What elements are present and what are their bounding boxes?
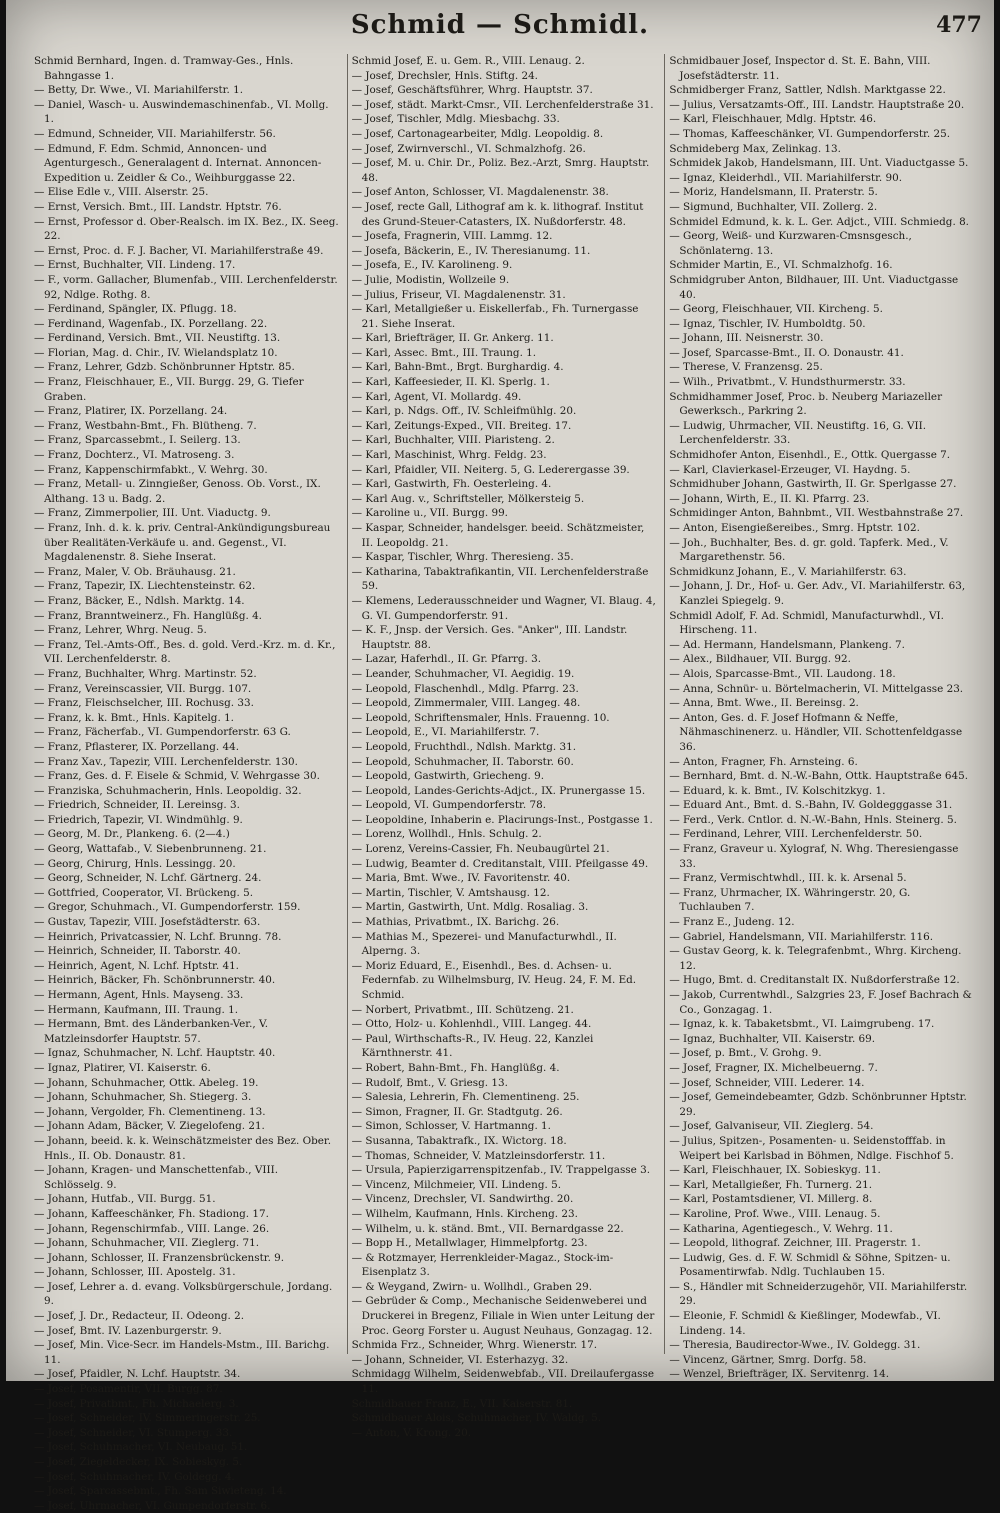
directory-entry: — Karl, Zeitungs-Exped., VII. Breiteg. 17. <box>351 419 572 432</box>
directory-entry: — Leopold, Landes-Gerichts-Adjct., IX. Prunergasse 15. <box>351 784 646 797</box>
directory-entry: Schmidkunz Johann, E., V. Mariahilferstr. 63. <box>669 565 907 578</box>
directory-entry: — Johann, Schuhmacher, VII. Zieglerg. 71. <box>34 1237 260 1250</box>
directory-entry: — Franz, Ges. d. F. Eisele & Schmid, V. Wehrgasse 30. <box>34 770 320 783</box>
directory-entry: — Johann, Schlosser, III. Apostelg. 31. <box>34 1266 236 1279</box>
directory-entry: — Franz, Pflasterer, IX. Porzellang. 44. <box>34 740 239 753</box>
directory-entry: — Robert, Bahn-Bmt., Fh. Hanglüßg. 4. <box>351 1061 560 1074</box>
directory-entry: — Ignaz, Kleiderhdl., VII. Mariahilferstr. 90. <box>669 171 903 184</box>
directory-entry: — Leopold, Flaschenhdl., Mdlg. Pfarrg. 23. <box>351 682 579 695</box>
directory-entry: — Josef, Schuhmacher, IV. Goldegg. 4. <box>34 1470 235 1483</box>
directory-entry: Schmidhammer Josef, Proc. b. Neuberg Mariazeller Gewerksch., Parkring 2. <box>669 390 943 418</box>
directory-entry: — Johann, Schuhmacher, Ottk. Abeleg. 19. <box>34 1076 259 1089</box>
directory-entry: Schmidgruber Anton, Bildhauer, III. Unt. Viaductgasse 40. <box>669 273 959 301</box>
directory-entry: — Karl, Gastwirth, Fh. Oesterleing. 4. <box>351 478 552 491</box>
directory-entry: — Mathias, Privatbmt., IX. Barichg. 26. <box>351 916 560 929</box>
directory-entry: — Sigmund, Buchhalter, VII. Zollerg. 2. <box>669 200 878 213</box>
directory-entry: — Rudolf, Bmt., V. Griesg. 13. <box>351 1076 508 1089</box>
directory-entry: — Karl, Buchhalter, VIII. Piaristeng. 2. <box>351 434 555 447</box>
directory-entry: — Anton, Fragner, Fh. Arnsteing. 6. <box>669 755 858 768</box>
directory-entry: — Gustav Georg, k. k. Telegrafenbmt., Whrg. Kircheng. 12. <box>669 945 962 972</box>
directory-entry: Schmidbauer Josef, Inspector d. St. E. Bahn, VIII. Josefstädterstr. 11. <box>669 55 931 82</box>
directory-entry: — Josef, Sparcassebmt., Fh. Sam Siwieteng. 14. <box>34 1485 287 1498</box>
directory-entry: — Julie, Modistin, Wollzeile 9. <box>351 273 510 286</box>
directory-entry: — Josef, Tischler, Mdlg. Miesbachg. 33. <box>351 113 560 126</box>
directory-entry: — Maria, Bmt. Wwe., IV. Favoritenstr. 40. <box>351 872 571 885</box>
directory-entry: Schmidbauer Alois, Schuhmacher, IV. Waldg. 5. <box>351 1412 602 1425</box>
directory-page <box>6 0 994 1512</box>
directory-entry: — Wilhelm, u. k. ständ. Bmt., VII. Bernardgasse 22. <box>351 1222 624 1235</box>
directory-entry: — Bopp H., Metallwlager, Himmelpfortg. 23. <box>351 1237 588 1250</box>
directory-entry: — Leopoldine, Inhaberin e. Placirungs-Inst., Postgasse 1. <box>351 813 653 826</box>
directory-entry: — Eduard Ant., Bmt. d. S.-Bahn, IV. Goldegggasse 31. <box>669 799 953 812</box>
directory-entry: — Norbert, Privatbmt., III. Schützeng. 21. <box>351 1003 574 1016</box>
directory-entry: — Ignaz, Schuhmacher, N. Lchf. Hauptstr. 40. <box>34 1047 276 1060</box>
directory-entry: — Daniel, Wasch- u. Auswindemaschinenfab., VI. Mollg. 1. <box>34 98 329 126</box>
directory-entry: — Johann, Vergolder, Fh. Clementineng. 13. <box>34 1105 266 1118</box>
directory-entry: — Simon, Fragner, II. Gr. Stadtgutg. 26. <box>351 1105 563 1118</box>
directory-entry: — Moriz, Handelsmann, II. Praterstr. 5. <box>669 186 878 199</box>
directory-entry: — Karl, Fleischhauer, IX. Sobieskyg. 11. <box>669 1164 881 1177</box>
directory-entry: — Franz, Fächerfab., VI. Gumpendorferstr. 63 G. <box>34 726 291 739</box>
directory-entry: — Julius, Spitzen-, Posamenten- u. Seidenstofffab. in Weipert bei Karlsbad in Böhmen, Ndlge. Fischhof 5. <box>669 1134 954 1162</box>
directory-entry: — Josef, Sparcasse-Bmt., II. O. Donaustr. 41. <box>669 346 904 359</box>
directory-entry: — Ernst, Professor d. Ober-Realsch. im IX. Bez., IX. Seeg. 22. <box>34 215 339 243</box>
directory-entry: Schmidel Edmund, k. k. L. Ger. Adjct., VIII. Schmiedg. 8. <box>669 215 969 228</box>
directory-entry: — Hermann, Agent, Hnls. Mayseng. 33. <box>34 989 244 1001</box>
directory-entry: — Johann, Kragen- und Manschettenfab., VIII. Schlösselg. 9. <box>34 1164 278 1191</box>
directory-entry: — Johann, Kaffeeschänker, Fh. Stadiong. 17. <box>34 1207 269 1220</box>
directory-entry: — Franz, Platirer, IX. Porzellang. 24. <box>34 405 228 418</box>
directory-entry: — Georg, Wattafab., V. Siebenbrunneng. 21. <box>34 843 267 856</box>
directory-entry: — Betty, Dr. Wwe., VI. Mariahilferstr. 1. <box>34 84 244 97</box>
directory-entry: — Ferdinand, Wagenfab., IX. Porzellang. 22. <box>34 317 268 330</box>
directory-entry: — & Weygand, Zwirn- u. Wollhdl., Graben 29. <box>351 1280 593 1293</box>
directory-entry: — Vincenz, Milchmeier, VII. Lindeng. 5. <box>351 1178 562 1191</box>
directory-entry: — Ludwig, Beamter d. Creditanstalt, VIII. Pfeilgasse 49. <box>351 857 649 870</box>
directory-entry: — Josef, Cartonagearbeiter, Mdlg. Leopoldig. 8. <box>351 127 604 140</box>
directory-entry: — Ursula, Papierzigarrenspitzenfab., IV. Trappelgasse 3. <box>351 1164 651 1177</box>
directory-entry: — Franz, Lehrer, Whrg. Neug. 5. <box>34 624 207 637</box>
directory-entry: — Katharina, Tabaktrafikantin, VII. Lerchenfelderstraße 59. <box>351 565 649 593</box>
directory-entry: — Josef, Min. Vice-Secr. im Handels-Mstm., III. Barichg. 11. <box>34 1339 330 1366</box>
column-1 <box>34 54 339 1512</box>
directory-entry: — Franz E., Judeng. 12. <box>669 916 795 929</box>
directory-entry: — Johann, beeid. k. k. Weinschätzmeister des Bez. Ober. Hnls., II. Ob. Donaustr. 81. <box>34 1134 332 1162</box>
directory-entry: — Franz, Zimmerpolier, III. Unt. Viaductg. 9. <box>34 507 271 520</box>
directory-entry: — Leopold, E., VI. Mariahilferstr. 7. <box>351 726 540 739</box>
directory-entry: — Eleonie, F. Schmidl & Kießlinger, Modewfab., VI. Lindeng. 14. <box>669 1310 941 1337</box>
directory-entry: — Eduard, k. k. Bmt., IV. Kolschitzkyg. 1. <box>669 784 886 797</box>
directory-entry: — Johann, Regenschirmfab., VIII. Lange. 26. <box>34 1222 270 1235</box>
page-number: 477 <box>936 12 982 38</box>
directory-entry: — Heinrich, Privatcassier, N. Lchf. Brunng. 78. <box>34 930 282 943</box>
directory-entry: — Anton, V. Krong. 20. <box>351 1426 472 1439</box>
directory-entry: — Franz, Buchhalter, Whrg. Martinstr. 52. <box>34 667 257 680</box>
directory-entry: — Franz, Vereinscassier, VII. Burgg. 107. <box>34 682 252 695</box>
directory-entry: Schmidinger Anton, Bahnbmt., VII. Westbahnstraße 27. <box>669 507 964 520</box>
directory-entry: — Leopold, Gastwirth, Griecheng. 9. <box>351 770 545 783</box>
directory-entry: — Josef, J. Dr., Redacteur, II. Odeong. 2. <box>34 1310 245 1323</box>
directory-entry: — Josef, Schneider, VIII. Lederer. 14. <box>669 1076 865 1089</box>
directory-entry: — Karl, p. Ndgs. Off., IV. Schleifmühlg. 20. <box>351 405 577 418</box>
directory-entry: — Hermann, Kaufmann, III. Traung. 1. <box>34 1003 239 1016</box>
directory-entry: — Moriz Eduard, E., Eisenhdl., Bes. d. Achsen- u. Federnfab. zu Wilhelmsburg, IV. Heug. 24, F. M. Ed. Schmid. <box>351 959 637 1001</box>
directory-entry: — Lazar, Haferhdl., II. Gr. Pfarrg. 3. <box>351 653 542 666</box>
directory-entry: — Franz, Fleischhauer, E., VII. Burgg. 29, G. Tiefer Graben. <box>34 376 304 403</box>
directory-entry: — Paul, Wirthschafts-R., IV. Heug. 22, Kanzlei Kärnthnerstr. 41. <box>351 1032 594 1060</box>
directory-entry: — Ignaz, k. k. Tabaketsbmt., VI. Laimgrubeng. 17. <box>669 1018 935 1031</box>
directory-entry: — Leopold, Schuhmacher, II. Taborstr. 60. <box>351 755 574 768</box>
directory-entry: — Josef, Gemeindebeamter, Gdzb. Schönbrunner Hptstr. 29. <box>669 1091 967 1118</box>
directory-entry: — Hermann, Bmt. des Länderbanken-Ver., V. Matzleinsdorfer Hauptstr. 57. <box>34 1018 269 1045</box>
directory-entry: — Karl, Kaffeesieder, II. Kl. Sperlg. 1. <box>351 376 550 389</box>
directory-entry: — Josef, p. Bmt., V. Grohg. 9. <box>669 1047 822 1060</box>
directory-entry: — Karl, Postamtsdiener, VI. Millerg. 8. <box>669 1193 873 1206</box>
directory-entry: — Georg, Schneider, N. Lchf. Gärtnerg. 24. <box>34 872 262 885</box>
directory-entry: — Franz, Dochterz., VI. Matroseng. 3. <box>34 449 235 462</box>
directory-entry: Schmidl Adolf, F. Ad. Schmidl, Manufacturwhdl., VI. Hirscheng. 11. <box>669 609 944 637</box>
directory-entry: — Wenzel, Briefträger, IX. Servitenrg. 14. <box>669 1368 890 1381</box>
directory-entry: — Leopold, VI. Gumpendorferstr. 78. <box>351 799 547 812</box>
directory-entry: — & Rotzmayer, Herrenkleider-Magaz., Stock-im-Eisenplatz 3. <box>351 1251 614 1279</box>
directory-entry: — Salesia, Lehrerin, Fh. Clementineng. 25. <box>351 1091 580 1104</box>
directory-entry: — Anna, Bmt. Wwe., II. Bereinsg. 2. <box>669 697 859 710</box>
directory-entry: — Ludwig, Ges. d. F. W. Schmidl & Söhne, Spitzen- u. Posamentirwfab. Ndlg. Tuchlauben 15. <box>669 1251 951 1279</box>
directory-entry: — Josef, Lehrer a. d. evang. Volksbürgerschule, Jordang. 9. <box>34 1280 333 1308</box>
directory-entry: — Georg, M. Dr., Plankeng. 6. (2—4.) <box>34 828 230 841</box>
directory-entry: — K. F., Jnsp. der Versich. Ges. "Anker", III. Landstr. Hauptstr. 88. <box>351 624 628 651</box>
directory-entry: — Ernst, Proc. d. F. J. Bacher, VI. Mariahilferstraße 49. <box>34 244 324 257</box>
directory-entry: — Franz, k. k. Bmt., Hnls. Kapitelg. 1. <box>34 711 234 724</box>
directory-entry: — Ernst, Buchhalter, VII. Lindeng. 17. <box>34 259 236 272</box>
directory-entry: — Josef, Ziegeldecker, IX. Sobieskyg. 5. <box>34 1456 243 1468</box>
directory-entry: — Josef, Bmt. IV. Lazenburgerstr. 9. <box>34 1324 222 1337</box>
directory-entry: — Gottfried, Cooperator, VI. Brückeng. 5. <box>34 886 254 899</box>
directory-entry: — Josef, Privatbmt., Fh. Michaelerg. 3. <box>34 1397 239 1410</box>
directory-entry: — Josef, recte Gall, Lithograf am k. k. lithograf. Institut des Grund-Steuer-Catasters, IX. Nußdorferstr. 48. <box>351 200 644 228</box>
directory-entry: — Friedrich, Tapezir, VI. Windmühlg. 9. <box>34 813 243 826</box>
directory-entry: — Franz, Maler, V. Ob. Bräuhausg. 21. <box>34 565 236 578</box>
directory-entry: — Alois, Sparcasse-Bmt., VII. Laudong. 18. <box>669 667 896 680</box>
directory-entry: — Karl, Clavierkasel-Erzeuger, VI. Haydng. 5. <box>669 463 911 476</box>
directory-entry: — Josef, Schneider, VI. Stumperg. 33. <box>34 1426 233 1439</box>
directory-entry: — Josef, M. u. Chir. Dr., Poliz. Bez.-Arzt, Smrg. Hauptstr. 48. <box>351 157 650 184</box>
directory-entry: — Simon, Schlosser, V. Hartmanng. 1. <box>351 1120 551 1133</box>
directory-entry: — Leopold, Schriftensmaler, Hnls. Frauenng. 10. <box>351 711 610 724</box>
directory-entry: — Kaspar, Tischler, Whrg. Theresieng. 35. <box>351 551 574 564</box>
directory-entry: Schmid Bernhard, Ingen. d. Tramway-Ges., Hnls. Bahngasse 1. <box>34 55 294 82</box>
directory-entry: — Franz, Branntweinerz., Fh. Hanglüßg. 4. <box>34 609 262 622</box>
directory-entry: — Karl, Metallgießer u. Eiskellerfab., Fh. Turnergasse 21. Siehe Inserat. <box>351 303 639 330</box>
directory-entry: — Gebrüder & Comp., Mechanische Seidenweberei und Druckerei in Bregenz, Filiale in Wien unter Leitung der Proc. Georg Forster u. August Neuhaus, Gonzagag. 12. <box>351 1295 655 1337</box>
directory-entry: — Wilhelm, Kaufmann, Hnls. Kircheng. 23. <box>351 1207 578 1220</box>
directory-entry: — Josef, Drechsler, Hnls. Stiftg. 24. <box>351 69 538 82</box>
directory-entry: — Josef, Uhrmacher, VI. Gumpendorferstr. 6. <box>34 1499 271 1512</box>
directory-entry: — Martin, Tischler, V. Amtshausg. 12. <box>351 886 550 899</box>
directory-entry: — Franz, Westbahn-Bmt., Fh. Blütheng. 7. <box>34 419 257 432</box>
directory-entry: — Josefa, Bäckerin, E., IV. Theresianumg. 11. <box>351 244 591 257</box>
directory-entry: — Martin, Gastwirth, Unt. Mdlg. Rosaliag. 3. <box>351 901 589 914</box>
column-2 <box>347 54 657 1439</box>
page-title: Schmid — Schmidl. <box>350 10 650 40</box>
directory-entry: — Josef, Geschäftsführer, Whrg. Hauptstr. 37. <box>351 84 593 97</box>
directory-entry: — Johann, J. Dr., Hof- u. Ger. Adv., VI. Mariahilferstr. 63, Kanzlei Spiegelg. 9. <box>669 580 966 607</box>
directory-entry: Schmidek Jakob, Handelsmann, III. Unt. Viaductgasse 5. <box>669 157 969 170</box>
directory-entry: — Ferdinand, Spängler, IX. Pflugg. 18. <box>34 303 237 316</box>
directory-entry: — Heinrich, Schneider, II. Taborstr. 40. <box>34 945 241 958</box>
directory-entry: — Karl, Agent, VI. Mollardg. 49. <box>351 390 522 403</box>
directory-entry: — Josef Anton, Schlosser, VI. Magdalenenstr. 38. <box>351 186 609 199</box>
directory-entry: — Josefa, Fragnerin, VIII. Lammg. 12. <box>351 230 553 243</box>
directory-entry: — Katharina, Agentiegesch., V. Wehrg. 11. <box>669 1222 893 1235</box>
directory-entry: — Josef, Pfaidler, N. Lchf. Hauptstr. 34. <box>34 1368 241 1381</box>
directory-entry: — Friedrich, Schneider, II. Lereinsg. 3. <box>34 799 240 812</box>
column-3 <box>664 54 974 1381</box>
directory-entry: — Josef, städt. Markt-Cmsr., VII. Lerchenfelderstraße 31. <box>351 98 654 111</box>
directory-entry: — Wilh., Privatbmt., V. Hundsthurmerstr. 33. <box>669 376 906 389</box>
directory-entry: — Ad. Hermann, Handelsmann, Plankeng. 7. <box>669 638 905 651</box>
directory-entry: — Gustav, Tapezir, VIII. Josefstädterstr. 63. <box>34 916 261 929</box>
directory-entry: — Johann, Hutfab., VII. Burgg. 51. <box>34 1193 216 1206</box>
directory-entry: — Anton, Eisengießereibes., Smrg. Hptstr. 102. <box>669 522 920 534</box>
directory-entry: Schmid Josef, E. u. Gem. R., VIII. Lenaug. 2. <box>351 55 585 67</box>
directory-entry: — Otto, Holz- u. Kohlenhdl., VIII. Langeg. 44. <box>351 1018 592 1031</box>
directory-entry: — Karl, Maschinist, Whrg. Feldg. 23. <box>351 449 547 462</box>
page-header <box>6 10 994 50</box>
directory-entry: — Josef, Schuhmacher, VI. Neubaug. 51. <box>34 1441 248 1454</box>
directory-entry: — S., Händler mit Schneiderzugehör, VII. Mariahilferstr. 29. <box>669 1280 968 1308</box>
directory-entry: — Leopold, Zimmermaler, VIII. Langeg. 48. <box>351 697 581 710</box>
directory-entry: — Franz, Fleischselcher, III. Rochusg. 33. <box>34 697 254 710</box>
directory-entry: — Elise Edle v., VIII. Alserstr. 25. <box>34 186 209 199</box>
directory-entry: — Johann Adam, Bäcker, V. Ziegelofeng. 21. <box>34 1120 265 1133</box>
directory-entry: — Theresia, Baudirector-Wwe., IV. Goldegg. 31. <box>669 1339 921 1352</box>
directory-entry: — Susanna, Tabaktrafk., IX. Wictorg. 18. <box>351 1134 567 1147</box>
directory-entry: Schmidhofer Anton, Eisenhdl., E., Ottk. Quergasse 7. <box>669 449 951 462</box>
directory-entry: Schmidhuber Johann, Gastwirth, II. Gr. Sperlgasse 27. <box>669 478 957 491</box>
directory-entry: — Vincenz, Drechsler, VI. Sandwirthg. 20. <box>351 1193 574 1206</box>
directory-entry: — Franz, Graveur u. Xylograf, N. Whg. Theresiengasse 33. <box>669 843 959 870</box>
directory-entry: — Karoline u., VII. Burgg. 99. <box>351 507 508 520</box>
directory-entry: — Franz, Sparcassebmt., I. Seilerg. 13. <box>34 434 241 447</box>
directory-entry: — Franziska, Schuhmacherin, Hnls. Leopoldig. 32. <box>34 784 302 797</box>
directory-entry: — Josef, Galvaniseur, VII. Zieglerg. 54. <box>669 1120 874 1133</box>
directory-entry: — Franz, Vermischtwhdl., III. k. k. Arsenal 5. <box>669 872 907 885</box>
directory-entry: — Josefa, E., IV. Karolineng. 9. <box>351 259 513 272</box>
directory-entry: — Therese, V. Franzensg. 25. <box>669 361 823 374</box>
directory-entry: — Lorenz, Wollhdl., Hnls. Schulg. 2. <box>351 828 542 841</box>
directory-entry: — Gabriel, Handelsmann, VII. Mariahilferstr. 116. <box>669 930 934 943</box>
directory-entry: — Karl, Pfaidler, VII. Neiterg. 5, G. Lederergasse 39. <box>351 463 630 476</box>
directory-entry: Schmidbauer Franz, E., VII. Kaiserstr. 81. <box>351 1397 573 1410</box>
directory-entry: — Franz, Kappenschirmfabkt., V. Wehrg. 30. <box>34 463 268 476</box>
directory-entry: — Georg, Fleischhauer, VII. Kircheng. 5. <box>669 303 883 316</box>
directory-entry: — Ernst, Versich. Bmt., III. Landstr. Hptstr. 76. <box>34 200 282 213</box>
directory-entry: — Leopold, Fruchthdl., Ndlsh. Marktg. 31. <box>351 740 577 753</box>
directory-entry: — Josef, Fragner, IX. Michelbeuerng. 7. <box>669 1061 878 1074</box>
directory-entry: — Heinrich, Agent, N. Lchf. Hptstr. 41. <box>34 959 239 972</box>
directory-entry: — Franz, Bäcker, E., Ndlsh. Marktg. 14. <box>34 594 245 607</box>
directory-entry: — Julius, Versatzamts-Off., III. Landstr. Hauptstraße 20. <box>669 98 965 111</box>
directory-entry: — Ignaz, Buchhalter, VII. Kaiserstr. 69. <box>669 1032 876 1045</box>
directory-entry: — Franz, Inh. d. k. k. priv. Central-Ankündigungsbureau über Realitäten-Verkäufe u. and. Gegenst., VI. Magdalenenstr. 8. Siehe Inserat. <box>34 522 331 564</box>
directory-entry: — Edmund, Schneider, VII. Mariahilferstr. 56. <box>34 127 276 140</box>
directory-entry: — Thomas, Schneider, V. Matzleinsdorferstr. 11. <box>351 1149 606 1162</box>
directory-entry: — Ferd., Verk. Cntlor. d. N.-W.-Bahn, Hnls. Steinerg. 5. <box>669 813 957 826</box>
directory-entry: — Karoline, Prof. Wwe., VIII. Lenaug. 5. <box>669 1207 881 1220</box>
directory-entry: Schmidberger Franz, Sattler, Ndlsh. Marktgasse 22. <box>669 84 946 97</box>
directory-entry: — Johann, Schneider, VI. Esterhazyg. 32. <box>351 1353 569 1366</box>
directory-entry: — Franz, Lehrer, Gdzb. Schönbrunner Hptstr. 85. <box>34 361 295 374</box>
directory-entry: — Thomas, Kaffeeschänker, VI. Gumpendorferstr. 25. <box>669 127 950 140</box>
directory-entry: — Hugo, Bmt. d. Creditanstalt IX. Nußdorferstraße 12. <box>669 974 960 987</box>
directory-entry: Schmida Frz., Schneider, Whrg. Wienerstr. 17. <box>351 1339 598 1352</box>
directory-entry: — Ludwig, Uhrmacher, VII. Neustiftg. 16, G. VII. Lerchenfelderstr. 33. <box>669 419 927 447</box>
directory-entry: — Josef, Schneider, IV. Simmeringerstr. 25. <box>34 1412 261 1425</box>
directory-entry: — Karl, Bahn-Bmt., Brgt. Burghardig. 4. <box>351 361 564 374</box>
directory-entry: — Kaspar, Schneider, handelsger. beeid. Schätzmeister, II. Leopoldg. 21. <box>351 522 645 549</box>
directory-entry: — Lorenz, Vereins-Cassier, Fh. Neubaugürtel 21. <box>351 843 610 856</box>
directory-entry: — F., vorm. Gallacher, Blumenfab., VIII. Lerchenfelderstr. 92, Ndlge. Rothg. 8. <box>34 273 338 301</box>
directory-entry: Schmidagg Wilhelm, Seidenwebfab., VII. Dreilaufergasse 11. <box>351 1368 654 1396</box>
directory-entry: — Josef, Posamentir, VII. Burgg. 87. <box>34 1383 223 1396</box>
directory-entry: — Franz, Tapezir, IX. Liechtensteinstr. 62. <box>34 580 256 593</box>
directory-entry: — Ignaz, Tischler, IV. Humboldtg. 50. <box>669 317 866 330</box>
directory-entry: — Johann, Schuhmacher, Sh. Stiegerg. 3. <box>34 1091 252 1104</box>
directory-entry: — Alex., Bildhauer, VII. Burgg. 92. <box>669 653 851 666</box>
directory-entry: — Franz, Tel.-Amts-Off., Bes. d. gold. Verd.-Krz. m. d. Kr., VII. Lerchenfelderstr. 8. <box>34 638 336 666</box>
directory-entry: — Ferdinand, Lehrer, VIII. Lerchenfelderstr. 50. <box>669 828 923 841</box>
directory-entry: — Karl, Fleischhauer, Mdlg. Hptstr. 46. <box>669 113 877 126</box>
directory-entry: — Johann, Schlosser, II. Franzensbrückenstr. 9. <box>34 1251 285 1264</box>
directory-entry: — Anna, Schnür- u. Börtelmacherin, VI. Mittelgasse 23. <box>669 682 964 695</box>
directory-entry: — Ignaz, Platirer, VI. Kaiserstr. 6. <box>34 1061 211 1074</box>
directory-entry: — Jakob, Currentwhdl., Salzgries 23, F. Josef Bachrach & Co., Gonzagag. 1. <box>669 989 972 1016</box>
directory-entry: — Karl, Assec. Bmt., III. Traung. 1. <box>351 346 537 359</box>
directory-entry: — Johann, III. Neisnerstr. 30. <box>669 332 824 345</box>
directory-entry: — Georg, Chirurg, Hnls. Lessingg. 20. <box>34 857 236 870</box>
directory-entry: — Georg, Weiß- und Kurzwaren-Cmsnsgesch., Schönlaterng. 13. <box>669 230 912 257</box>
directory-entry: — Johann, Wirth, E., II. Kl. Pfarrg. 23. <box>669 492 870 505</box>
directory-entry: — Ferdinand, Versich. Bmt., VII. Neustiftg. 13. <box>34 332 281 345</box>
directory-entry: — Klemens, Lederausschneider und Wagner, VI. Blaug. 4, G. VI. Gumpendorferstr. 91. <box>351 594 656 622</box>
directory-entry: — Franz, Uhrmacher, IX. Währingerstr. 20, G. Tuchlauben 7. <box>669 886 911 914</box>
directory-entry: — Anton, Ges. d. F. Josef Hofmann & Neffe, Nähmaschinenerz. u. Händler, VII. Schottenfeldgasse 36. <box>669 711 963 753</box>
directory-entry: — Florian, Mag. d. Chir., IV. Wielandsplatz 10. <box>34 346 278 359</box>
directory-entry: — Leopold, lithograf. Zeichner, III. Pragerstr. 1. <box>669 1237 921 1250</box>
directory-entry: — Josef, Zwirnverschl., VI. Schmalzhofg. 26. <box>351 142 586 155</box>
directory-entry: — Edmund, F. Edm. Schmid, Annoncen- und Agenturgesch., Generalagent d. Internat. Annoncen-Expedition u. Zeidler & Co., Weihburggasse 22. <box>34 142 322 184</box>
directory-entry: — Karl, Briefträger, II. Gr. Ankerg. 11. <box>351 332 554 345</box>
directory-entry: Schmideberg Max, Zelinkag. 13. <box>669 142 841 155</box>
directory-entry: — Julius, Friseur, VI. Magdalenenstr. 31. <box>351 288 566 301</box>
directory-entry: — Joh., Buchhalter, Bes. d. gr. gold. Tapferk. Med., V. Margarethenstr. 56. <box>669 536 949 564</box>
directory-entry: — Leander, Schuhmacher, VI. Aegidig. 19. <box>351 667 575 680</box>
directory-entry: — Vincenz, Gärtner, Smrg. Dorfg. 58. <box>669 1353 867 1366</box>
directory-columns <box>34 54 974 1512</box>
directory-entry: — Bernhard, Bmt. d. N.-W.-Bahn, Ottk. Hauptstraße 645. <box>669 770 969 783</box>
directory-entry: Schmider Martin, E., VI. Schmalzhofg. 16. <box>669 259 893 272</box>
directory-entry: — Gregor, Schuhmach., VI. Gumpendorferstr. 159. <box>34 901 301 914</box>
directory-entry: — Franz, Metall- u. Zinngießer, Genoss. Ob. Vorst., IX. Althang. 13 u. Badg. 2. <box>34 478 321 505</box>
directory-entry: — Karl, Metallgießer, Fh. Turnerg. 21. <box>669 1178 873 1191</box>
directory-entry: — Franz Xav., Tapezir, VIII. Lerchenfelderstr. 130. <box>34 755 298 768</box>
directory-entry: — Heinrich, Bäcker, Fh. Schönbrunnerstr. 40. <box>34 974 276 987</box>
directory-entry: — Mathias M., Spezerei- und Manufacturwhdl., II. Alperng. 3. <box>351 930 617 958</box>
directory-entry: — Karl Aug. v., Schriftsteller, Mölkersteig 5. <box>351 492 585 505</box>
